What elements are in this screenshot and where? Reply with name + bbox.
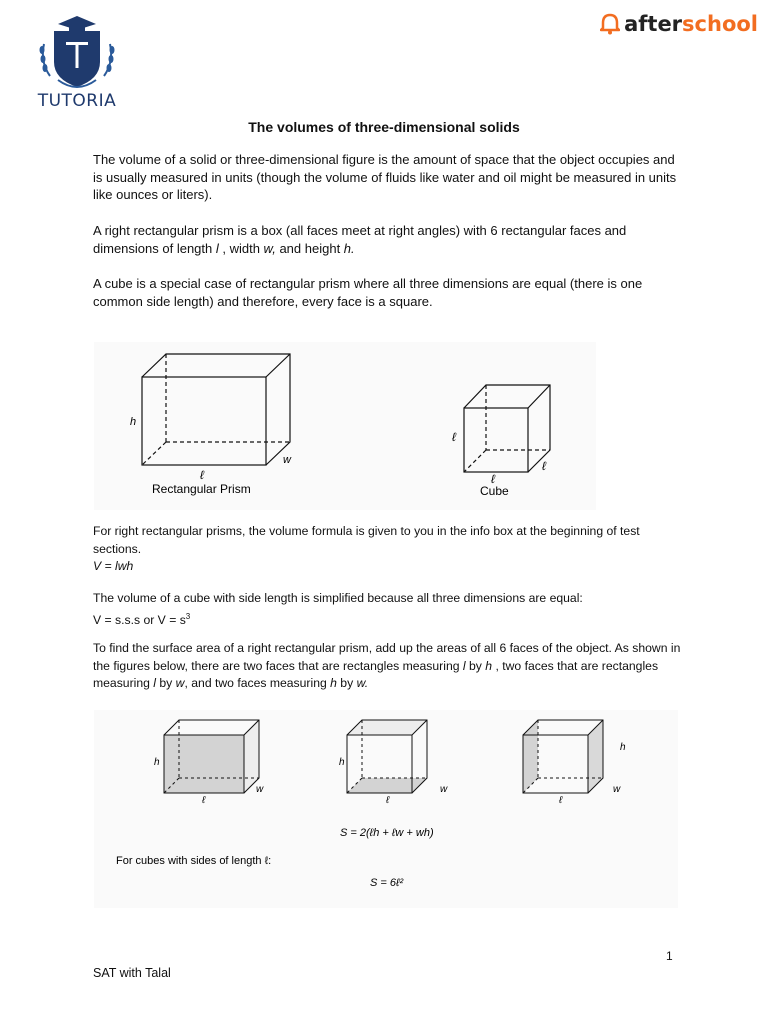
cubes-text: For cubes with sides of length ℓ:	[116, 855, 272, 867]
box1-label-h: h	[154, 757, 160, 768]
var-h: h	[330, 676, 337, 690]
box3-label-h: h	[620, 742, 626, 753]
formula-surface-area: S = 2(ℓh + ℓw + wh)	[340, 827, 434, 839]
box-front-face	[154, 720, 264, 806]
text: by	[465, 658, 486, 673]
var-h: h.	[343, 240, 355, 256]
box1-label-w: w	[256, 784, 264, 795]
tutoria-logo-text: TUTORIA	[37, 91, 117, 111]
cube-label-bottom: ℓ	[491, 472, 495, 486]
text: by	[336, 676, 357, 690]
box3-label-w: w	[613, 784, 621, 795]
figure-surface-area	[94, 710, 678, 908]
var-l: l	[215, 240, 219, 256]
box-bottom-face	[339, 720, 448, 806]
figure-surface-area-svg	[94, 710, 678, 908]
text: A right rectangular prism is a box (all faces meet at right angles) with 6 rectangular faces and dimensions of length	[93, 223, 627, 256]
box-side-faces	[523, 720, 626, 806]
page-number: 1	[666, 949, 673, 963]
text: For right rectangular prisms, the volume formula is given to you in the info box at the beginning of test sections.	[93, 524, 640, 556]
var-h: h	[485, 658, 493, 673]
text: , width	[218, 240, 264, 256]
text: and height	[275, 240, 344, 256]
var-l: l	[462, 658, 466, 673]
text: , two faces that are rectangles measuring	[93, 658, 659, 690]
box2-label-w: w	[440, 784, 448, 795]
page-title: The volumes of three-dimensional solids	[248, 119, 520, 135]
box3-label-l: ℓ	[559, 795, 563, 806]
paragraph-cube-volume	[93, 590, 683, 629]
exponent: 3	[185, 611, 191, 621]
paragraph-surface-area	[93, 640, 683, 693]
var-w: w,	[263, 240, 276, 256]
formula-cube-surface: S = 6ℓ²	[370, 877, 404, 889]
afterschool-logo-part2: school	[682, 12, 758, 36]
text: To find the surface area of a right rectangular prism, add up the areas of all 6 faces of the object. As shown in the figures below, there are two faces that are rectangles measuring	[93, 641, 681, 673]
figure-prism-cube-svg	[94, 342, 596, 510]
var-w: w.	[356, 676, 369, 690]
cube-label-depth: ℓ	[542, 459, 546, 473]
shield-logo-icon	[36, 14, 118, 92]
paragraph-prism-definition	[93, 222, 683, 257]
text: by	[156, 676, 176, 690]
formula-prism-volume: V = lwh	[93, 559, 134, 573]
figure-prism-cube	[94, 342, 596, 510]
cube-caption: Cube	[480, 484, 509, 498]
prism-caption: Rectangular Prism	[152, 482, 251, 496]
box2-label-h: h	[339, 757, 345, 768]
footer-name: SAT with Talal	[93, 966, 171, 980]
afterschool-logo	[600, 10, 758, 38]
paragraph-cube-definition: A cube is a special case of rectangular prism where all three dimensions are equal (there is one common side length) and therefore, every face is a square.	[93, 276, 643, 309]
tutoria-logo	[36, 14, 118, 110]
cube-label-side: ℓ	[452, 430, 456, 444]
afterschool-logo-part1: after	[624, 12, 683, 36]
prism-label-h: h	[130, 416, 137, 428]
paragraph-volume-formula	[93, 523, 683, 576]
box1-label-l: ℓ	[202, 795, 206, 806]
text: , and two faces measuring	[184, 676, 331, 690]
bell-icon	[600, 13, 620, 35]
formula-cube-volume: V = s.s.s or V = s	[93, 612, 186, 627]
prism-label-l: ℓ	[200, 468, 204, 482]
text: The volume of a cube with side length is simplified because all three dimensions are equal:	[93, 591, 583, 605]
var-w: w	[175, 676, 185, 690]
box2-label-l: ℓ	[386, 795, 390, 806]
var-l: l	[153, 676, 157, 690]
prism-label-w: w	[283, 454, 291, 466]
paragraph-volume-definition: The volume of a solid or three-dimensional figure is the amount of space that the object occupies and is usually measured in units (though the volume of fluids like water and oil might be measured in units like ounces or liters).	[93, 152, 677, 202]
